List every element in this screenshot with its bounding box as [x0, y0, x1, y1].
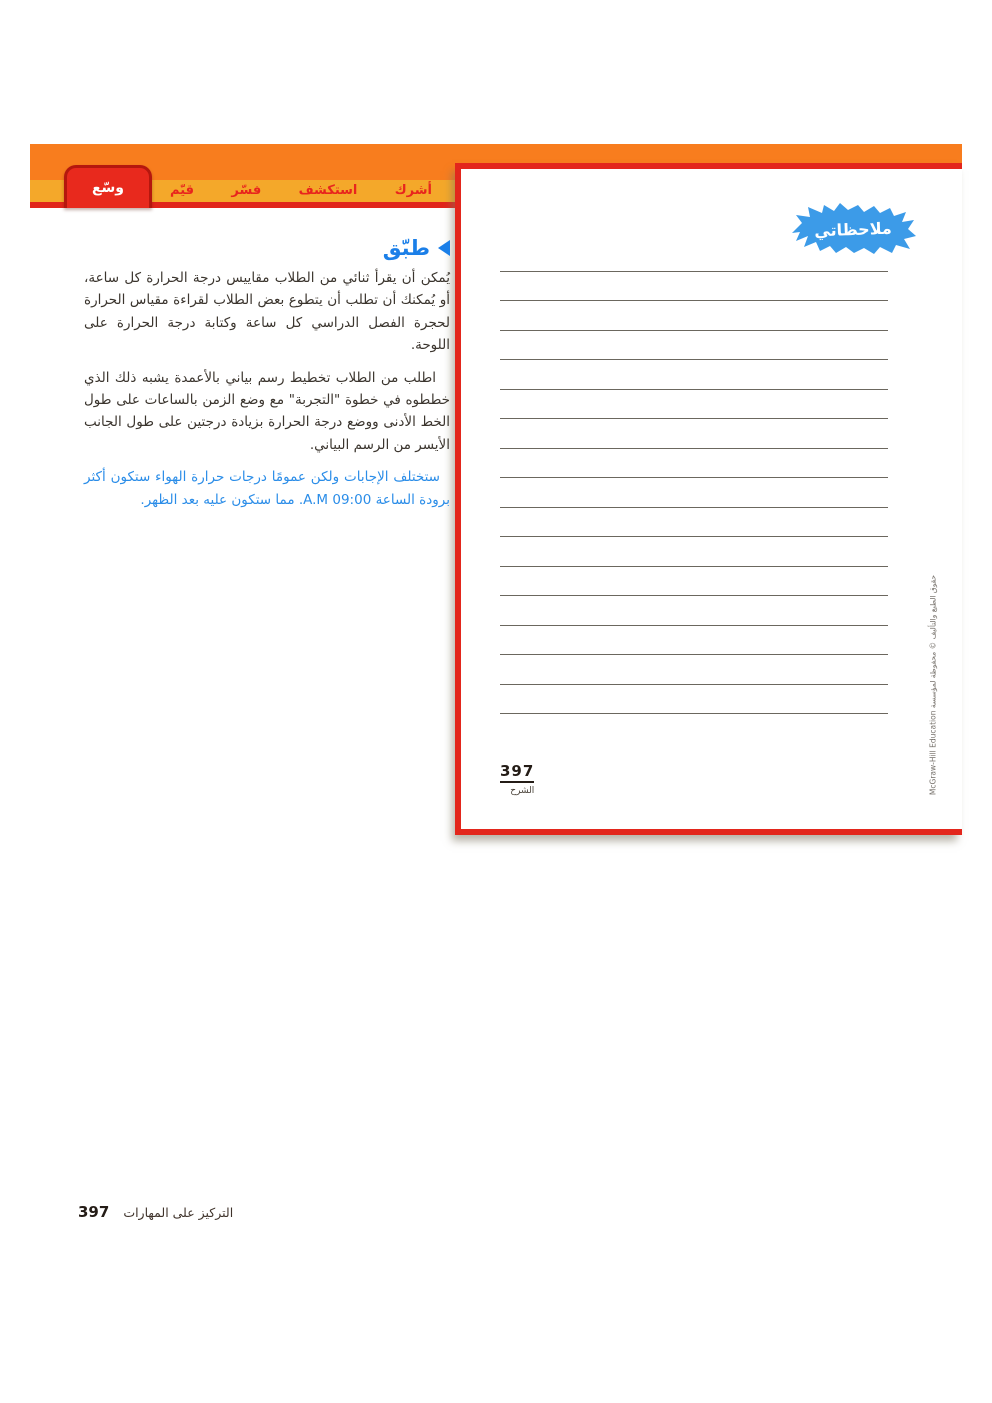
page-footer [78, 1203, 233, 1221]
instruction-paragraph-1: يُمكن أن يقرأ ثنائي من الطلاب مقاييس درجة الحرارة كل ساعة، أو يُمكنك أن تطلب أن يتطوع بعض الطلاب لقراءة مقياس الحرارة لحجرة الفصل الدراسي كل ساعة وكتابة درجة الحرارة على اللوحة. [84, 270, 450, 354]
ruled-line [500, 566, 888, 567]
copyright-sideways-text: حقوق الطبع والتأليف © محفوظة لمؤسسة McGraw-Hill Education [928, 574, 938, 796]
tab-extend-active[interactable]: وسّع [64, 165, 152, 208]
ruled-line [500, 330, 888, 331]
answer-note: ستختلف الإجابات ولكن عمومًا درجات حرارة الهواء ستكون أكثر برودة الساعة 09:00 A.M. مما ستكون عليه بعد الظهر. [84, 469, 450, 508]
notebook-page-number: 397 [500, 762, 534, 783]
ruled-line [500, 418, 888, 419]
ruled-line [500, 684, 888, 685]
notebook-page-ref [500, 761, 534, 796]
teacher-instructions-column [84, 236, 450, 511]
ruled-line [500, 536, 888, 537]
apply-heading [84, 236, 450, 260]
ruled-line [500, 300, 888, 301]
ruled-line [500, 477, 888, 478]
notes-title: ملاحظاتي [814, 218, 892, 240]
tab-engage[interactable]: أشرك [394, 183, 432, 198]
instruction-paragraph-2: اطلب من الطلاب تخطيط رسم بياني بالأعمدة يشبه ذلك الذي خططوه في خطوة "التجربة" مع وضع الزمن بالساعات على طول الخط الأدنى ووضع درجة الحرارة بزيادة درجتين على طول الجانب الأيسر من الرسم البياني. [84, 369, 450, 453]
footer-page-number: 397 [78, 1203, 110, 1221]
ruled-line [500, 595, 888, 596]
ruled-line [500, 271, 888, 272]
ruled-line [500, 713, 888, 714]
ruled-line [500, 625, 888, 626]
footer-section-title: التركيز على المهارات [123, 1205, 234, 1220]
tab-evaluate[interactable]: قيّم [170, 183, 195, 198]
ruled-line [500, 654, 888, 655]
left-triangle-icon [438, 240, 450, 256]
ruled-line [500, 448, 888, 449]
ruled-line [500, 507, 888, 508]
notes-panel [455, 163, 962, 835]
apply-heading-label: طبّق [382, 236, 430, 260]
ruled-lines [461, 169, 962, 829]
ruled-line [500, 359, 888, 360]
tab-explore[interactable]: استكشف [298, 183, 358, 198]
phase-tabs [170, 180, 432, 202]
tab-explain[interactable]: فسّر [231, 183, 262, 198]
notebook-page-label: الشرح [510, 786, 535, 796]
ruled-line [500, 389, 888, 390]
